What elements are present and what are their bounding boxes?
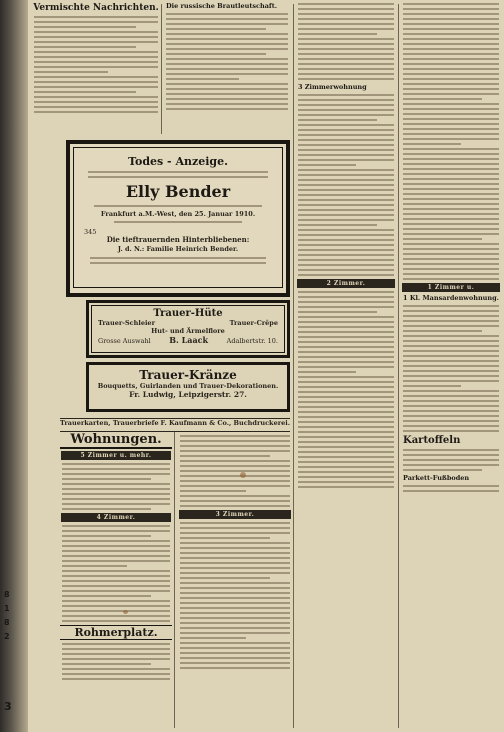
rohmerplatz-heading: Rohmerplatz. — [60, 625, 172, 640]
trauer-kraenze-ad — [86, 362, 290, 412]
section-heading: Vermischte Nachrichten. — [33, 3, 159, 13]
category-bar: 4 Zimmer. — [61, 513, 171, 522]
death-notice-title: Todes - Anzeige. — [128, 155, 228, 168]
ad-firm: B. Laack — [169, 335, 209, 346]
spine-mark: 2 — [4, 632, 10, 641]
category-bar: 1 Zimmer u. — [402, 283, 500, 292]
spine-mark: 1 — [4, 604, 10, 613]
text-block — [166, 13, 288, 110]
notice-number: 345 — [84, 228, 97, 237]
wohnungen-heading: Wohnungen. — [60, 432, 172, 449]
ad-address: Adalbertstr. 10. — [226, 337, 278, 346]
ad-item: Grosse Auswahl — [98, 337, 151, 346]
ad-title: Trauer-Hüte — [153, 308, 223, 319]
ad-firm: Fr. Ludwig, Leipzigerstr. 27. — [129, 390, 247, 400]
listing-heading: 1 Kl. Mansardenwohnung. — [403, 294, 499, 302]
spine-mark: 8 — [4, 590, 10, 599]
listing-heading: Parkett-Fußboden — [403, 474, 470, 482]
classified-column-2 — [178, 432, 292, 732]
mourners-names: J. d. N.: Familie Heinrich Bender. — [117, 244, 239, 253]
mourners-title: Die tieftrauernden Hinterbliebenen: — [106, 235, 250, 245]
ad-item: Trauer-Schleier — [98, 319, 155, 327]
druckerei-left: Trauerkarten, Trauerbriefe — [60, 419, 159, 427]
classified-column-1 — [60, 432, 172, 732]
spine-mark: 3 — [4, 700, 12, 713]
book-spine — [0, 0, 28, 732]
listing-heading: Kartoffeln — [403, 435, 461, 446]
ad-item: Trauer-Crêpe — [229, 319, 278, 327]
classified-column-4 — [401, 0, 501, 732]
text-block — [34, 16, 158, 113]
deceased-name: Elly Bender — [125, 182, 231, 201]
ad-subtitle: Bouquetts, Guirlanden und Trauer-Dekorationen. — [97, 382, 279, 390]
death-notice — [66, 140, 290, 297]
news-column-1 — [32, 0, 160, 135]
listing-heading: 3 Zimmerwohnung — [298, 83, 367, 91]
ad-item: Hut- und Ärmelflore — [151, 327, 225, 336]
ad-title: Trauer-Kränze — [139, 368, 237, 382]
notice-date-line: Frankfurt a.M.-West, den 25. Januar 1910. — [100, 210, 256, 218]
spine-mark: 8 — [4, 618, 10, 627]
article-heading: Die russische Brautleutschaft. — [166, 2, 277, 10]
newspaper-page — [28, 0, 504, 732]
druckerei-right: F. Kaufmann & Co., Buchdruckerei. — [160, 419, 290, 427]
druckerei-line — [60, 418, 290, 432]
classified-column-3 — [296, 0, 396, 732]
news-column-2 — [164, 0, 290, 135]
category-bar: 3 Zimmer. — [179, 510, 291, 519]
category-bar: 5 Zimmer u. mehr. — [61, 451, 171, 460]
trauer-huete-ad — [86, 300, 290, 358]
category-bar: 2 Zimmer. — [297, 279, 395, 288]
